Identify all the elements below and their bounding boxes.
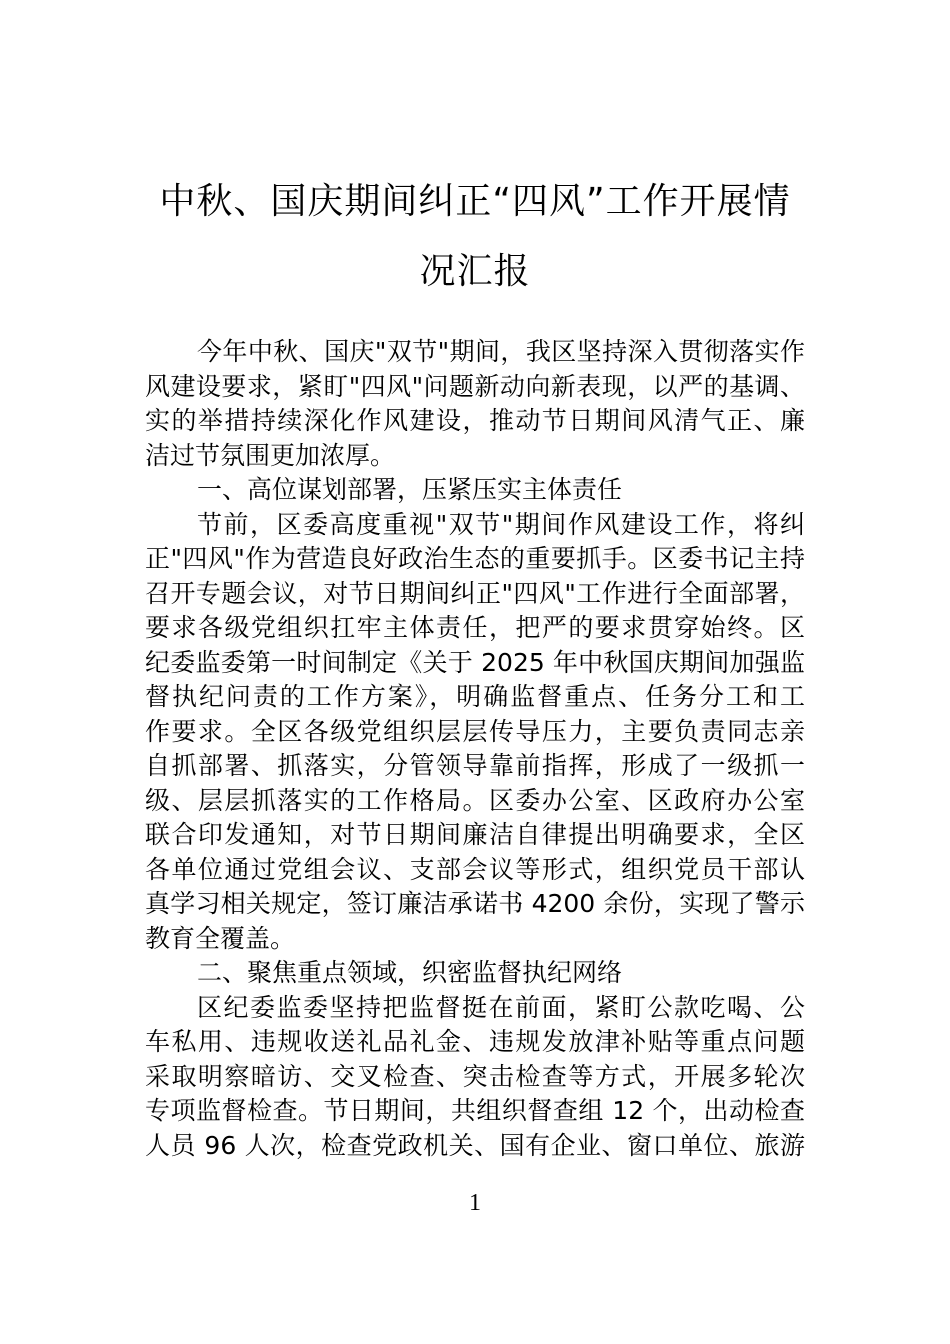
body-line: 区纪委监委坚持把监督挺在前面，紧盯公款吃喝、公 — [197, 992, 805, 1022]
document-title-line-2: 况汇报 — [419, 251, 531, 292]
body-line: 自抓部署、抓落实，分管领导靠前指挥，形成了一级抓一 — [145, 751, 805, 780]
body-line: 今年中秋、国庆"双节"期间，我区坚持深入贯彻落实作 — [197, 337, 805, 366]
body-line: 联合印发通知，对节日期间廉洁自律提出明确要求，全区 — [145, 820, 805, 849]
body-line: 级、层层抓落实的工作格局。区委办公室、区政府办公室 — [145, 785, 805, 815]
body-line: 人员 96 人次，检查党政机关、国有企业、窗口单位、旅游 — [145, 1130, 805, 1160]
body-line: 教育全覆盖。 — [145, 923, 296, 953]
body-line: 真学习相关规定，签订廉洁承诺书 4200 余份，实现了警示 — [145, 889, 805, 918]
body-line: 召开专题会议，对节日期间纠正"四风"工作进行全面部署， — [145, 578, 805, 608]
body-line: 正"四风"作为营造良好政治生态的重要抓手。区委书记主持 — [145, 544, 805, 573]
body-line: 纪委监委第一时间制定《关于 2025 年中秋国庆期间加强监 — [145, 647, 805, 677]
document-body — [145, 335, 805, 1163]
body-line: 洁过节氛围更加浓厚。 — [145, 440, 396, 470]
body-line: 风建设要求，紧盯"四风"问题新动向新表现，以严的基调、 — [145, 371, 805, 401]
body-line: 节前，区委高度重视"双节"期间作风建设工作，将纠 — [197, 509, 805, 539]
body-line: 二、聚焦重点领域，织密监督执纪网络 — [197, 958, 623, 987]
body-line: 车私用、违规收送礼品礼金、违规发放津补贴等重点问题 — [145, 1027, 805, 1056]
body-line: 督执纪问责的工作方案》，明确监督重点、任务分工和工 — [145, 682, 805, 711]
body-line: 专项监督检查。节日期间，共组织督查组 12 个，出动检查 — [145, 1096, 805, 1125]
body-line: 一、高位谋划部署，压紧压实主体责任 — [197, 475, 623, 504]
page-number: 1 — [469, 1190, 481, 1216]
document-title-line-1: 中秋、国庆期间纠正“四风”工作开展情 — [159, 181, 791, 222]
body-line: 各单位通过党组会议、支部会议等形式，组织党员干部认 — [145, 854, 805, 884]
body-line: 实的举措持续深化作风建设，推动节日期间风清气正、廉 — [145, 406, 805, 435]
body-line: 要求各级党组织扛牢主体责任，把严的要求贯穿始终。区 — [145, 613, 805, 642]
body-line: 采取明察暗访、交叉检查、突击检查等方式，开展多轮次 — [145, 1061, 805, 1091]
body-line: 作要求。全区各级党组织层层传导压力，主要负责同志亲 — [145, 716, 805, 746]
